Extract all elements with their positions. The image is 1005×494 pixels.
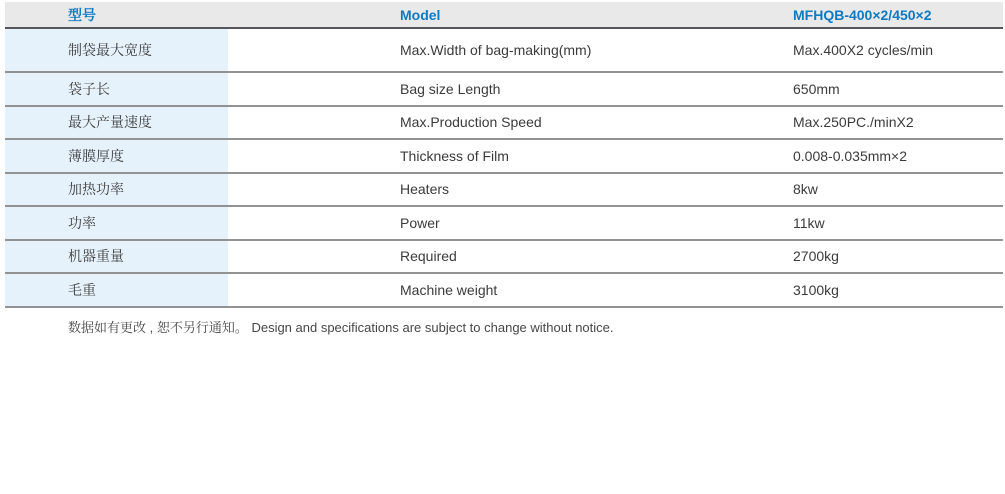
- row-label-highlight: [5, 207, 228, 239]
- row-label-cn: 最大产量速度: [68, 114, 152, 131]
- table-row: [5, 274, 1003, 308]
- row-value: Max.250PC./minX2: [793, 114, 914, 131]
- table-row: [5, 174, 1003, 208]
- footnote: 数据如有更改 , 恕不另行通知。 Design and specifications are subject to change without notice.: [68, 320, 614, 335]
- row-label-highlight: [5, 73, 228, 105]
- row-label-en: Bag size Length: [400, 80, 501, 97]
- row-label-cn: 制袋最大宽度: [68, 42, 152, 58]
- row-label-cn: 薄膜厚度: [68, 147, 124, 164]
- row-label-en: Max.Production Speed: [400, 114, 542, 131]
- table-row: [5, 207, 1003, 241]
- row-value: 0.008-0.035mm×2: [793, 147, 908, 164]
- table-header-row: [5, 2, 1003, 29]
- row-label-en: Heaters: [400, 181, 450, 198]
- header-model-cn: 型号: [68, 6, 96, 23]
- table-row: [5, 140, 1003, 174]
- row-value: Max.400X2 cycles/min: [793, 42, 934, 58]
- row-label-en: Max.Width of bag-making(mm): [400, 42, 592, 58]
- table-row: [5, 241, 1003, 275]
- row-value: 8kw: [793, 181, 818, 198]
- row-value: 3100kg: [793, 281, 839, 298]
- row-value: 650mm: [793, 80, 840, 97]
- row-label-en: Thickness of Film: [400, 147, 509, 164]
- row-label-en: Machine weight: [400, 281, 498, 298]
- row-label-cn: 加热功率: [68, 181, 124, 198]
- row-value: 11kw: [793, 214, 825, 231]
- table-row: [5, 73, 1003, 107]
- row-label-highlight: [5, 274, 228, 306]
- row-label-cn: 机器重量: [68, 248, 124, 265]
- row-label-en: Power: [400, 214, 440, 231]
- row-label-cn: 功率: [68, 214, 96, 231]
- spec-table: [5, 2, 1003, 308]
- row-label-en: Required: [400, 248, 457, 265]
- header-model-en: Model: [400, 6, 441, 23]
- row-label-cn: 袋子长: [68, 80, 110, 97]
- row-value: 2700kg: [793, 248, 839, 265]
- table-row: [5, 29, 1003, 73]
- spec-rows: [5, 29, 1003, 308]
- row-label-cn: 毛重: [68, 281, 96, 298]
- header-model-value: MFHQB-400×2/450×2: [793, 6, 932, 23]
- table-row: [5, 107, 1003, 141]
